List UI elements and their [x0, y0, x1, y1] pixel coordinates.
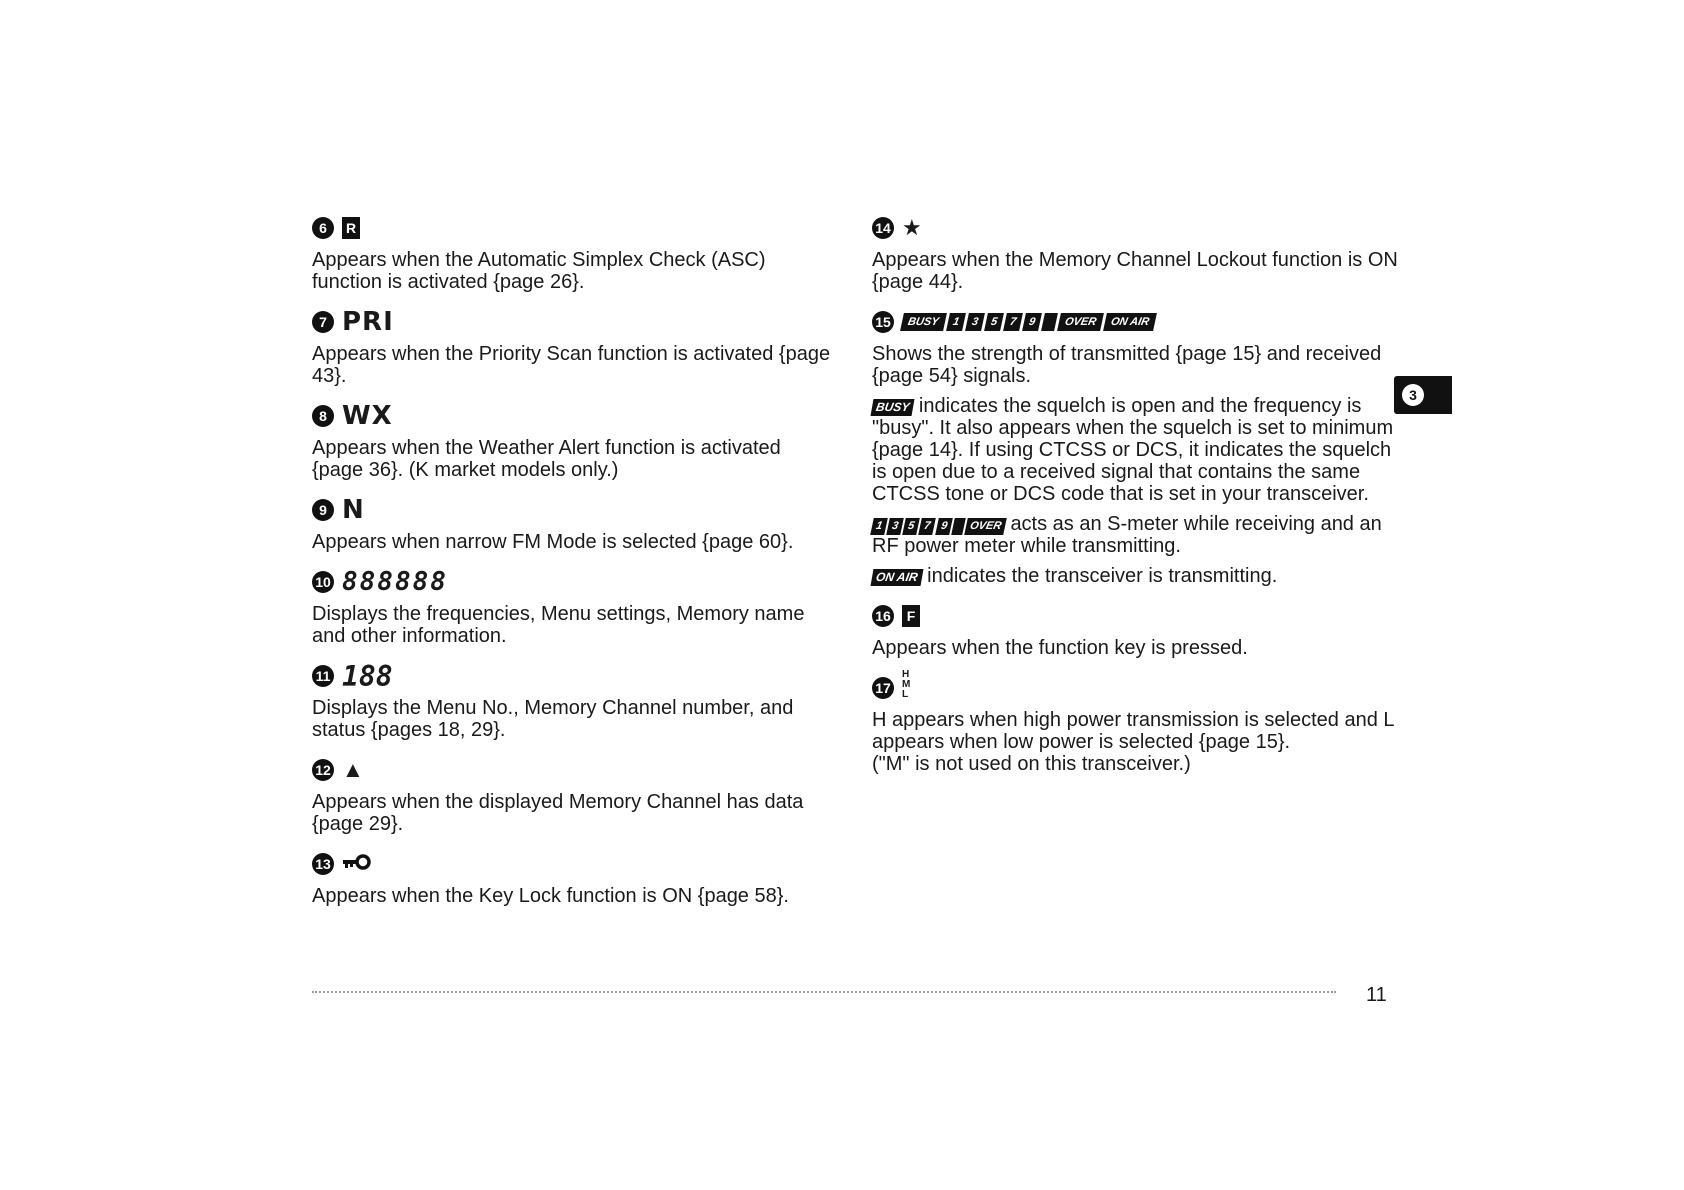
entry-number: 6 [312, 217, 334, 239]
entry-number: 16 [872, 605, 894, 627]
entry-15-heading [872, 307, 1402, 337]
entry-11-description: Displays the Menu No., Memory Channel number, and status {pages 18, 29}. [312, 697, 794, 741]
meter-seg-1: 1 [946, 313, 966, 331]
entry-14-description: Appears when the Memory Channel Lockout function is ON {page 44}. [872, 249, 1398, 293]
entry-number: 13 [312, 853, 334, 875]
smeter-seg-1: 1 [870, 518, 888, 535]
entry-17-line-1: H appears when high power transmission is selected and L appears when low power is selected {page 15}. [872, 709, 1394, 753]
entry-6-description: Appears when the Automatic Simplex Check (ASC) function is activated {page 26}. [312, 249, 766, 293]
entry-12-description: Appears when the displayed Memory Channel has data {page 29}. [312, 791, 804, 835]
meter-over-label: OVER [1057, 313, 1104, 331]
entry-7-heading [312, 307, 832, 337]
power-h: H [902, 669, 910, 680]
smeter-seg-7: 7 [919, 518, 937, 535]
signal-meter-icon [902, 313, 1156, 331]
channel-digits-icon: 188 [342, 659, 393, 693]
busy-paragraph [872, 395, 1402, 505]
star-icon: ★ [902, 215, 922, 240]
entry-6-heading [312, 213, 832, 243]
entry-11 [312, 661, 832, 741]
entry-9 [312, 495, 832, 553]
wx-icon: WX [342, 401, 393, 431]
entry-17-description [872, 709, 1402, 775]
entry-17 [872, 669, 1402, 775]
entry-number: 7 [312, 311, 334, 333]
meter-seg-blank [1041, 313, 1058, 331]
power-level-icon [902, 670, 910, 700]
entry-7-description: Appears when the Priority Scan function is activated {page 43}. [312, 343, 831, 387]
meter-seg-3: 3 [965, 313, 985, 331]
entry-7 [312, 307, 832, 387]
onair-text: indicates the transceiver is transmitting. [927, 565, 1278, 587]
power-l: L [902, 689, 909, 700]
asc-r-icon: R [342, 217, 360, 239]
chapter-tab [1394, 376, 1452, 414]
entry-17-heading [872, 669, 1402, 703]
smeter-seg-3: 3 [886, 518, 904, 535]
power-m: M [902, 679, 911, 690]
entry-6 [312, 213, 832, 293]
entry-10-description: Displays the frequencies, Menu settings, Memory name and other information. [312, 603, 805, 647]
meter-onair-label: ON AIR [1104, 313, 1158, 331]
footer-divider [312, 991, 1336, 993]
entry-16-description: Appears when the function key is pressed. [872, 637, 1248, 659]
meter-seg-7: 7 [1003, 313, 1023, 331]
entry-14 [872, 213, 1402, 293]
entry-number: 10 [312, 571, 334, 593]
entry-number: 9 [312, 499, 334, 521]
entry-number: 8 [312, 405, 334, 427]
entry-16-heading [872, 601, 1402, 631]
entry-12-heading [312, 755, 832, 785]
meter-seg-9: 9 [1022, 313, 1042, 331]
entry-10 [312, 567, 832, 647]
narrow-n-icon: N [342, 495, 365, 525]
entry-12 [312, 755, 832, 835]
entry-10-heading [312, 567, 832, 597]
entry-number: 17 [872, 677, 894, 699]
smeter-paragraph [872, 513, 1402, 557]
smeter-text: acts as an S-meter while receiving and an RF power meter while transmitting. [872, 513, 1382, 557]
onair-paragraph [872, 565, 1402, 587]
key-icon [342, 853, 372, 876]
page-number: 11 [1366, 984, 1387, 1006]
entry-number: 12 [312, 759, 334, 781]
entry-8 [312, 401, 832, 481]
entry-number: 11 [312, 665, 334, 687]
busy-tag: BUSY [871, 399, 915, 416]
onair-tag: ON AIR [871, 569, 924, 586]
meter-seg-5: 5 [984, 313, 1004, 331]
smeter-seg-9: 9 [935, 518, 953, 535]
entry-9-heading [312, 495, 832, 525]
function-f-icon: F [902, 605, 920, 627]
frequency-display-icon: 888888 [342, 567, 448, 597]
smeter-icon [872, 518, 1005, 535]
entry-8-heading [312, 401, 832, 431]
smeter-over: OVER [964, 518, 1007, 535]
entry-13 [312, 849, 832, 907]
entry-9-description: Appears when narrow FM Mode is selected {page 60}. [312, 531, 794, 553]
triangle-icon: ▲ [342, 757, 364, 782]
entry-17-line-2: ("M" is not used on this transceiver.) [872, 753, 1191, 775]
smeter-seg-blank [951, 518, 966, 535]
entry-8-description: Appears when the Weather Alert function is activated {page 36}. (K market models only.) [312, 437, 781, 481]
left-column [312, 213, 832, 915]
meter-busy-label: BUSY [900, 313, 946, 331]
busy-text: indicates the squelch is open and the frequency is "busy". It also appears when the squelch is set to minimum {page 14}. If using CTCSS or DCS, it indicates the squelch is open due to a received signal that contains the same CTCSS tone or DCS code that is set in your transceiver. [872, 395, 1394, 505]
entry-16 [872, 601, 1402, 659]
entry-14-heading [872, 213, 1402, 243]
chapter-number: 3 [1402, 384, 1424, 406]
entry-13-description: Appears when the Key Lock function is ON {page 58}. [312, 885, 789, 907]
smeter-seg-5: 5 [902, 518, 920, 535]
entry-15-description: Shows the strength of transmitted {page 15} and received {page 54} signals. [872, 343, 1382, 387]
entry-15 [872, 307, 1402, 587]
entry-number: 15 [872, 311, 894, 333]
entry-number: 14 [872, 217, 894, 239]
pri-icon: PRI [342, 307, 394, 337]
entry-11-heading [312, 661, 832, 691]
entry-13-heading [312, 849, 832, 879]
right-column [872, 213, 1402, 775]
